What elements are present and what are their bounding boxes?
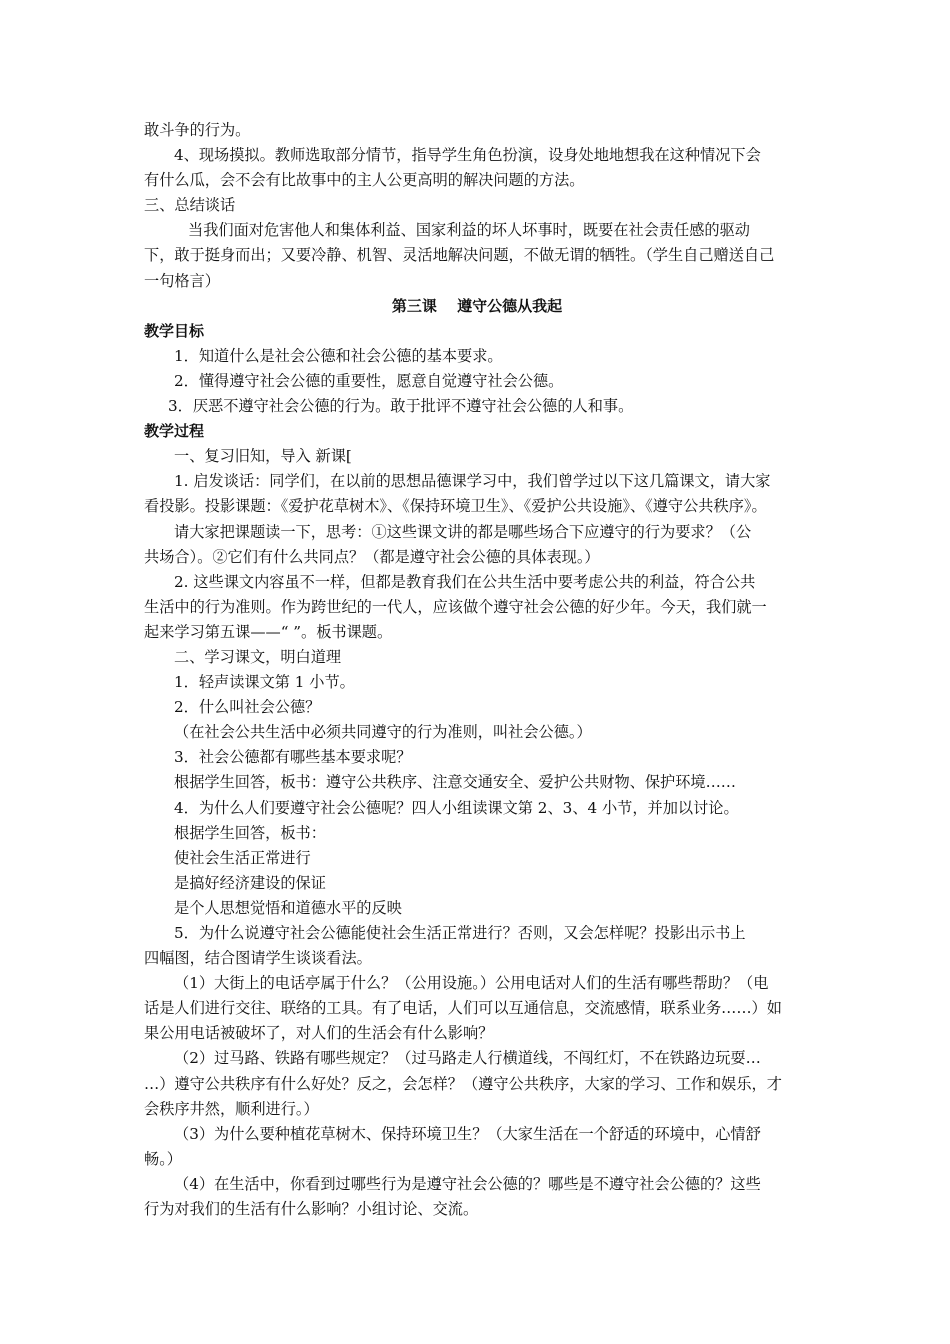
text-line: 共场合）。②它们有什么共同点？（都是遵守社会公德的具体表现。）: [144, 547, 600, 566]
text-line: 有什么瓜，会不会有比故事中的主人公更高明的解决问题的方法。: [144, 171, 585, 190]
text-line: 起来学习第五课——“ ”。板书课题。: [144, 622, 393, 641]
text-line: 看投影。投影课题：《爱护花草树木》、《保持环境卫生》、《爱护公共设施》、《遵守公共秩序》。: [144, 497, 767, 516]
text-line: （1）大街上的电话亭属于什么？（公用设施。）公用电话对人们的生活有哪些帮助？（电: [174, 974, 769, 993]
text-line: 行为对我们的生活有什么影响？小组讨论、交流。: [144, 1200, 479, 1219]
text-line: 根据学生回答，板书：遵守公共秩序、注意交通安全、爱护公共财物、保护环境……: [174, 773, 736, 792]
text-line: 四幅图，结合图请学生谈谈看法。: [144, 949, 372, 968]
text-line: 是搞好经济建设的保证: [174, 873, 326, 892]
text-line: 1．知道什么是社会公德和社会公德的基本要求。: [174, 346, 503, 365]
text-line: 2．什么叫社会公德？: [174, 698, 321, 717]
text-line: 一句格言）: [144, 271, 220, 290]
text-line: 一、复习旧知，导入 新课[: [174, 447, 352, 466]
text-line: 4．为什么人们要遵守社会公德呢？四人小组读课文第 2、3、4 小节，并加以讨论。: [174, 798, 739, 817]
text-line: 使社会生活正常进行: [174, 848, 311, 867]
text-line: 敢斗争的行为。: [144, 121, 251, 139]
text-line: 话是人们进行交往、联络的工具。有了电话，人们可以互通信息，交流感情，联系业务……）如: [144, 999, 782, 1018]
document-page: [144, 118, 810, 1222]
text-line: （3）为什么要种植花草树木、保持环境卫生？（大家生活在一个舒适的环境中，心情舒: [174, 1124, 761, 1143]
text-line: 果公用电话被破坏了，对人们的生活会有什么影响？: [144, 1024, 494, 1043]
text-line: 4、现场摸拟。教师选取部分情节，指导学生角色扮演，设身处地地想我在这种情况下会: [174, 146, 761, 165]
text-line: 会秩序井然，顺利进行。）: [144, 1099, 319, 1118]
section-heading: 三、总结谈话: [144, 196, 236, 215]
text-line: （2）过马路、铁路有哪些规定？（过马路走人行横道线，不闯红灯，不在铁路边玩耍…: [174, 1049, 761, 1068]
text-line: 2. 这些课文内容虽不一样，但都是教育我们在公共生活中要考虑公共的利益，符合公共: [174, 572, 756, 591]
section-heading: 教学目标: [144, 321, 205, 340]
text-line: 5．为什么说遵守社会公德能使社会生活正常进行？否则，又会怎样呢？投影出示书上: [174, 924, 746, 942]
text-line: 请大家把课题读一下，思考：①这些课文讲的都是哪些场合下应遵守的行为要求？（公: [174, 522, 752, 541]
text-line: 1．轻声读课文第 1 小节。: [174, 673, 355, 692]
text-line: 是个人思想觉悟和道德水平的反映: [174, 898, 402, 917]
text-line: 根据学生回答，板书：: [174, 823, 326, 842]
text-line: 当我们面对危害他人和集体利益、国家利益的坏人坏事时，既要在社会责任感的驱动: [188, 221, 750, 240]
text-line: 下，敢于挺身而出；又要冷静、机智、灵活地解决问题，不做无谓的牺牲。（学生自己赠送自己: [144, 246, 775, 265]
section-heading: 教学过程: [144, 422, 205, 441]
text-line: 二、学习课文，明白道理: [174, 647, 342, 666]
text-line: （4）在生活中，你看到过哪些行为是遵守社会公德的？哪些是不遵守社会公德的？这些: [174, 1174, 761, 1193]
text-line: 生活中的行为准则。作为跨世纪的一代人，应该做个遵守社会公德的好少年。今天，我们就一: [144, 597, 767, 616]
text-line: 3．厌恶不遵守社会公德的行为。敢于批评不遵守社会公德的人和事。: [168, 397, 634, 416]
text-line: （在社会公共生活中必须共同遵守的行为准则，叫社会公德。）: [174, 723, 592, 742]
text-line: …）遵守公共秩序有什么好处？反之，会怎样？（遵守公共秩序，大家的学习、工作和娱乐，才: [144, 1074, 782, 1093]
text-line: 2．懂得遵守社会公德的重要性，愿意自觉遵守社会公德。: [174, 371, 564, 390]
text-line: 3．社会公德都有哪些基本要求呢？: [174, 748, 412, 767]
lesson-title: 第三课 遵守公德从我起: [391, 296, 563, 315]
text-line: 畅。）: [144, 1149, 182, 1168]
text-line: 1. 启发谈话：同学们，在以前的思想品德课学习中，我们曾学过以下这几篇课文，请大家: [174, 472, 771, 491]
